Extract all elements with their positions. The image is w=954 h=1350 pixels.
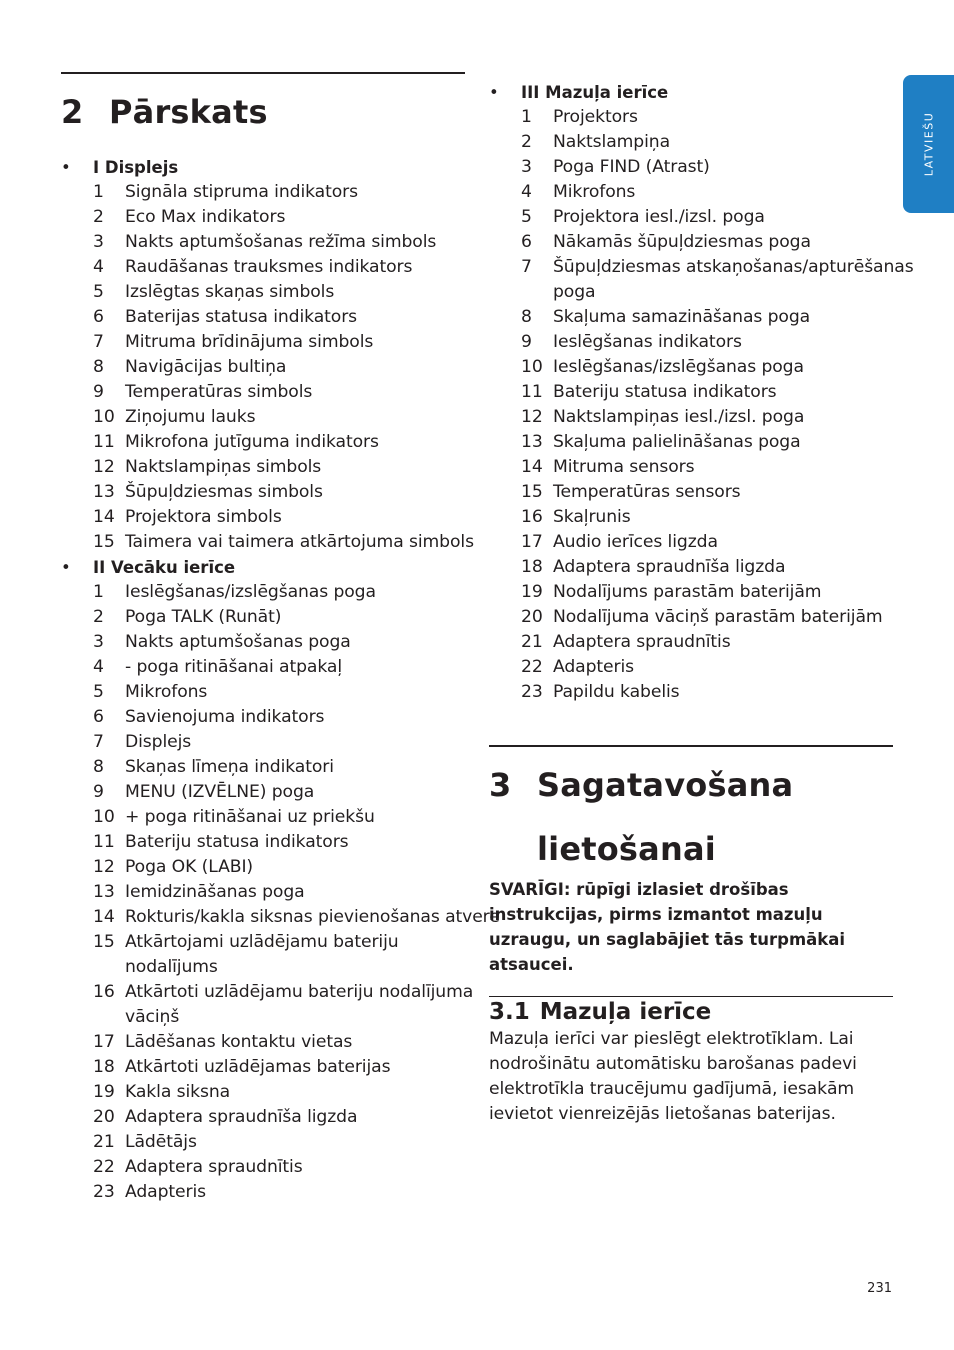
- list-item: [489, 155, 893, 180]
- list-item: [61, 255, 481, 280]
- chapter-title-line-2: lietošanai: [537, 830, 716, 868]
- item-text: Adaptera spraudnīša ligzda: [125, 1107, 358, 1127]
- item-number: 22: [521, 657, 543, 677]
- list-item: [489, 680, 893, 705]
- item-number: 8: [521, 307, 532, 327]
- language-tab-label: LATVIEŠU: [922, 111, 935, 177]
- list-item: [489, 580, 893, 605]
- item-text-line: Šūpuļdziesmas atskaņošanas/apturēšanas: [553, 257, 914, 277]
- important-line-3: uzraugu, un saglabājiet tās turpmākai: [489, 930, 846, 949]
- item-number: 3: [521, 157, 532, 177]
- important-line-1: rūpīgi izlasiet drošības: [570, 880, 789, 899]
- chapter-title-line-1: Sagatavošana: [537, 766, 794, 804]
- item-number: 14: [93, 507, 115, 527]
- body-line-1: Mazuļa ierīci var pieslēgt elektrotīklam. Lai: [489, 1029, 854, 1049]
- item-number: 19: [93, 1082, 115, 1102]
- item-number: 3: [93, 232, 104, 252]
- item-text: Atkārtoti uzlādējamas baterijas: [125, 1057, 391, 1077]
- chapter-number: 2: [61, 93, 84, 131]
- list-item: [489, 330, 893, 355]
- item-text: Šūpuļdziesmas simbols: [125, 482, 323, 502]
- item-number: 12: [521, 407, 543, 427]
- item-number: 2: [93, 207, 104, 227]
- item-number: 9: [521, 332, 532, 352]
- item-number: 12: [93, 457, 115, 477]
- item-text: Bateriju statusa indikators: [125, 832, 349, 852]
- item-number: 6: [521, 232, 532, 252]
- item-text: Skaņas līmeņa indikatori: [125, 757, 334, 777]
- item-text-line: vāciņš: [125, 1007, 180, 1027]
- list-item: [61, 905, 500, 930]
- item-text: Nakts aptumšošanas režīma simbols: [125, 232, 437, 252]
- item-text: Eco Max indikators: [125, 207, 286, 227]
- item-number: 7: [521, 257, 532, 277]
- section-heading: [489, 80, 893, 105]
- section-heading-text: II Vecāku ierīce: [93, 558, 236, 577]
- list-item: [61, 730, 481, 755]
- item-number: 13: [93, 882, 115, 902]
- item-number: 12: [93, 857, 115, 877]
- list-item: [61, 855, 481, 880]
- bullet-glyph: •: [489, 83, 499, 102]
- item-number: 10: [93, 407, 115, 427]
- list-item: [61, 655, 481, 680]
- item-number: 8: [93, 357, 104, 377]
- item-text: Ziņojumu lauks: [125, 407, 256, 427]
- item-text: Navigācijas bultiņa: [125, 357, 287, 377]
- list-item: [61, 230, 481, 255]
- item-text: Projektora simbols: [125, 507, 282, 527]
- item-number: 6: [93, 307, 104, 327]
- section-heading: [61, 155, 481, 180]
- item-text: Projektors: [553, 107, 638, 127]
- item-text: Skaļrunis: [553, 507, 631, 527]
- item-number: 15: [521, 482, 543, 502]
- list-item: [489, 505, 893, 530]
- list-item: [61, 630, 481, 655]
- chapter-3-rule: [489, 745, 893, 747]
- item-number: 6: [93, 707, 104, 727]
- item-number: 5: [93, 682, 104, 702]
- item-number: 2: [521, 132, 532, 152]
- item-text: Displejs: [125, 732, 192, 752]
- list-item: [489, 480, 893, 505]
- item-number: 20: [521, 607, 543, 627]
- list-item: [489, 380, 893, 405]
- list-item: [61, 1130, 481, 1155]
- item-number: 14: [93, 907, 115, 927]
- item-text: Skaļuma palielināšanas poga: [553, 432, 801, 452]
- item-number: 7: [93, 732, 104, 752]
- item-text: Naktslampiņa: [553, 132, 670, 152]
- item-text: Kakla siksna: [125, 1082, 231, 1102]
- list-item: [61, 580, 481, 605]
- item-number: 5: [521, 207, 532, 227]
- list-item: [61, 280, 481, 305]
- body-line-4: ievietot vienreizējās lietošanas baterijas.: [489, 1104, 836, 1124]
- important-label: SVARĪGI:: [489, 880, 571, 899]
- list-item: [489, 455, 893, 480]
- item-number: 18: [521, 557, 543, 577]
- list-item: [489, 305, 893, 330]
- list-item: [489, 105, 893, 130]
- important-line-2: instrukcijas, pirms izmantot mazuļu: [489, 905, 823, 924]
- parts-list-right: [489, 80, 914, 705]
- item-text: Savienojuma indikators: [125, 707, 325, 727]
- item-text: Adaptera spraudnītis: [125, 1157, 303, 1177]
- item-text: Bateriju statusa indikators: [553, 382, 777, 402]
- chapter-number: 3: [489, 766, 512, 804]
- list-item: [61, 705, 481, 730]
- language-tab: [903, 75, 954, 213]
- section-heading-text: I Displejs: [93, 158, 179, 177]
- list-item: [61, 455, 481, 480]
- item-text-line: Atkārtojami uzlādējamu bateriju: [125, 932, 399, 952]
- item-number: 21: [521, 632, 543, 652]
- section-3-1-body: [489, 1027, 893, 1127]
- item-number: 11: [93, 432, 115, 452]
- section-title-text: Mazuļa ierīce: [539, 999, 712, 1025]
- section-heading-text: III Mazuļa ierīce: [521, 83, 669, 102]
- item-number: 4: [93, 657, 104, 677]
- item-text: Signāla stipruma indikators: [125, 182, 358, 202]
- item-text: Mitruma brīdinājuma simbols: [125, 332, 374, 352]
- item-text: Naktslampiņas simbols: [125, 457, 322, 477]
- item-number: 15: [93, 932, 115, 952]
- list-item: [61, 1080, 481, 1105]
- item-text: Audio ierīces ligzda: [553, 532, 718, 552]
- item-text: Mikrofona jutīguma indikators: [125, 432, 379, 452]
- list-item: [61, 330, 481, 355]
- list-item: [61, 480, 481, 505]
- list-item: [489, 355, 893, 380]
- item-text: Ieslēgšanas indikators: [553, 332, 742, 352]
- item-number: 20: [93, 1107, 115, 1127]
- item-text: Papildu kabelis: [553, 682, 680, 702]
- item-number: 11: [93, 832, 115, 852]
- item-number: 14: [521, 457, 543, 477]
- item-text: Poga FIND (Atrast): [553, 157, 710, 177]
- item-number: 1: [521, 107, 532, 127]
- item-text: Ieslēgšanas/izslēgšanas poga: [553, 357, 804, 377]
- list-item: [489, 430, 893, 455]
- item-text-line: Atkārtoti uzlādējamu bateriju nodalījuma: [125, 982, 474, 1002]
- item-text-line: poga: [553, 282, 596, 302]
- item-number: 13: [93, 482, 115, 502]
- list-item: [61, 680, 481, 705]
- section-3-1-title: [489, 997, 711, 1027]
- item-number: 1: [93, 182, 104, 202]
- item-number: 17: [93, 1032, 115, 1052]
- important-notice: [489, 877, 893, 977]
- item-text: Adapteris: [553, 657, 635, 677]
- list-item: [61, 355, 481, 380]
- page-number: 231: [867, 1281, 892, 1296]
- item-text: Poga TALK (Runāt): [125, 607, 282, 627]
- item-text: Lādētājs: [125, 1132, 197, 1152]
- list-item: [489, 605, 893, 630]
- item-text: Adaptera spraudnītis: [553, 632, 731, 652]
- list-item: [61, 980, 481, 1030]
- list-item: [61, 830, 481, 855]
- item-number: 3: [93, 632, 104, 652]
- list-item: [61, 805, 481, 830]
- item-text: Naktslampiņas iesl./izsl. poga: [553, 407, 805, 427]
- chapter-2-title: [61, 80, 268, 144]
- list-item: [61, 780, 481, 805]
- chapter-3-title: [489, 753, 793, 881]
- body-line-2: nodrošinātu automātisku barošanas padevi: [489, 1054, 857, 1074]
- item-number: 1: [93, 582, 104, 602]
- item-text: Rokturis/kakla siksnas pievienošanas atvere: [125, 907, 500, 927]
- list-item: [61, 930, 481, 980]
- item-text: Mikrofons: [553, 182, 636, 202]
- item-text: Mikrofons: [125, 682, 208, 702]
- list-item: [61, 1180, 481, 1205]
- item-text: Taimera vai taimera atkārtojuma simbols: [125, 532, 474, 552]
- item-number: 18: [93, 1057, 115, 1077]
- item-number: 2: [93, 607, 104, 627]
- item-text: Skaļuma samazināšanas poga: [553, 307, 811, 327]
- item-number: 22: [93, 1157, 115, 1177]
- item-text: Iemidzināšanas poga: [125, 882, 305, 902]
- item-text: Nākamās šūpuļdziesmas poga: [553, 232, 811, 252]
- item-text: Ieslēgšanas/izslēgšanas poga: [125, 582, 376, 602]
- list-item: [489, 530, 893, 555]
- chapter-title-text: Pārskats: [109, 93, 268, 131]
- list-item: [61, 305, 481, 330]
- item-text: Projektora iesl./izsl. poga: [553, 207, 765, 227]
- item-number: 9: [93, 382, 104, 402]
- item-text: - poga ritināšanai atpakaļ: [125, 657, 343, 677]
- item-number: 15: [93, 532, 115, 552]
- list-item: [61, 180, 481, 205]
- item-number: 9: [93, 782, 104, 802]
- list-item: [61, 605, 481, 630]
- bullet-glyph: •: [61, 558, 71, 577]
- list-item: [61, 880, 481, 905]
- section-heading: [61, 555, 481, 580]
- item-text: Lādēšanas kontaktu vietas: [125, 1032, 353, 1052]
- list-item: [489, 230, 893, 255]
- item-text: MENU (IZVĒLNE) poga: [125, 782, 315, 802]
- item-text: Adaptera spraudnīša ligzda: [553, 557, 786, 577]
- item-number: 5: [93, 282, 104, 302]
- list-item: [489, 205, 893, 230]
- list-item: [61, 380, 481, 405]
- item-text: + poga ritināšanai uz priekšu: [125, 807, 375, 827]
- section-number: 3.1: [489, 999, 530, 1025]
- item-number: 4: [521, 182, 532, 202]
- item-text: Nakts aptumšošanas poga: [125, 632, 351, 652]
- item-number: 23: [521, 682, 543, 702]
- item-text: Poga OK (LABI): [125, 857, 254, 877]
- list-item: [489, 405, 893, 430]
- chapter-rule-top: [61, 72, 465, 74]
- list-item: [489, 655, 893, 680]
- list-item: [61, 405, 481, 430]
- item-text: Raudāšanas trauksmes indikators: [125, 257, 413, 277]
- item-text-line: nodalījums: [125, 957, 218, 977]
- list-item: [61, 430, 481, 455]
- item-number: 10: [93, 807, 115, 827]
- bullet-glyph: •: [61, 158, 71, 177]
- list-item: [61, 1105, 481, 1130]
- item-number: 10: [521, 357, 543, 377]
- list-item: [61, 1030, 481, 1055]
- item-text: Mitruma sensors: [553, 457, 695, 477]
- item-number: 16: [93, 982, 115, 1002]
- list-item: [489, 180, 893, 205]
- item-number: 4: [93, 257, 104, 277]
- list-item: [61, 755, 481, 780]
- item-text: Baterijas statusa indikators: [125, 307, 358, 327]
- item-number: 17: [521, 532, 543, 552]
- item-number: 19: [521, 582, 543, 602]
- item-text: Adapteris: [125, 1182, 207, 1202]
- list-item: [61, 505, 481, 530]
- parts-list-left: [61, 155, 500, 1205]
- list-item: [61, 530, 481, 555]
- body-line-3: elektrotīkla traucējumu gadījumā, iesakām: [489, 1079, 855, 1099]
- item-number: 23: [93, 1182, 115, 1202]
- item-number: 21: [93, 1132, 115, 1152]
- list-item: [489, 255, 914, 305]
- item-number: 13: [521, 432, 543, 452]
- item-text: Temperatūras simbols: [125, 382, 313, 402]
- item-text: Temperatūras sensors: [553, 482, 741, 502]
- item-number: 16: [521, 507, 543, 527]
- item-text: Nodalījums parastām baterijām: [553, 582, 822, 602]
- list-item: [61, 1155, 481, 1180]
- item-text: Izslēgtas skaņas simbols: [125, 282, 335, 302]
- list-item: [489, 130, 893, 155]
- list-item: [489, 555, 893, 580]
- important-line-4: atsaucei.: [489, 955, 574, 974]
- list-item: [61, 1055, 481, 1080]
- item-number: 11: [521, 382, 543, 402]
- item-text: Nodalījuma vāciņš parastām baterijām: [553, 607, 883, 627]
- list-item: [61, 205, 481, 230]
- item-number: 8: [93, 757, 104, 777]
- list-item: [489, 630, 893, 655]
- item-number: 7: [93, 332, 104, 352]
